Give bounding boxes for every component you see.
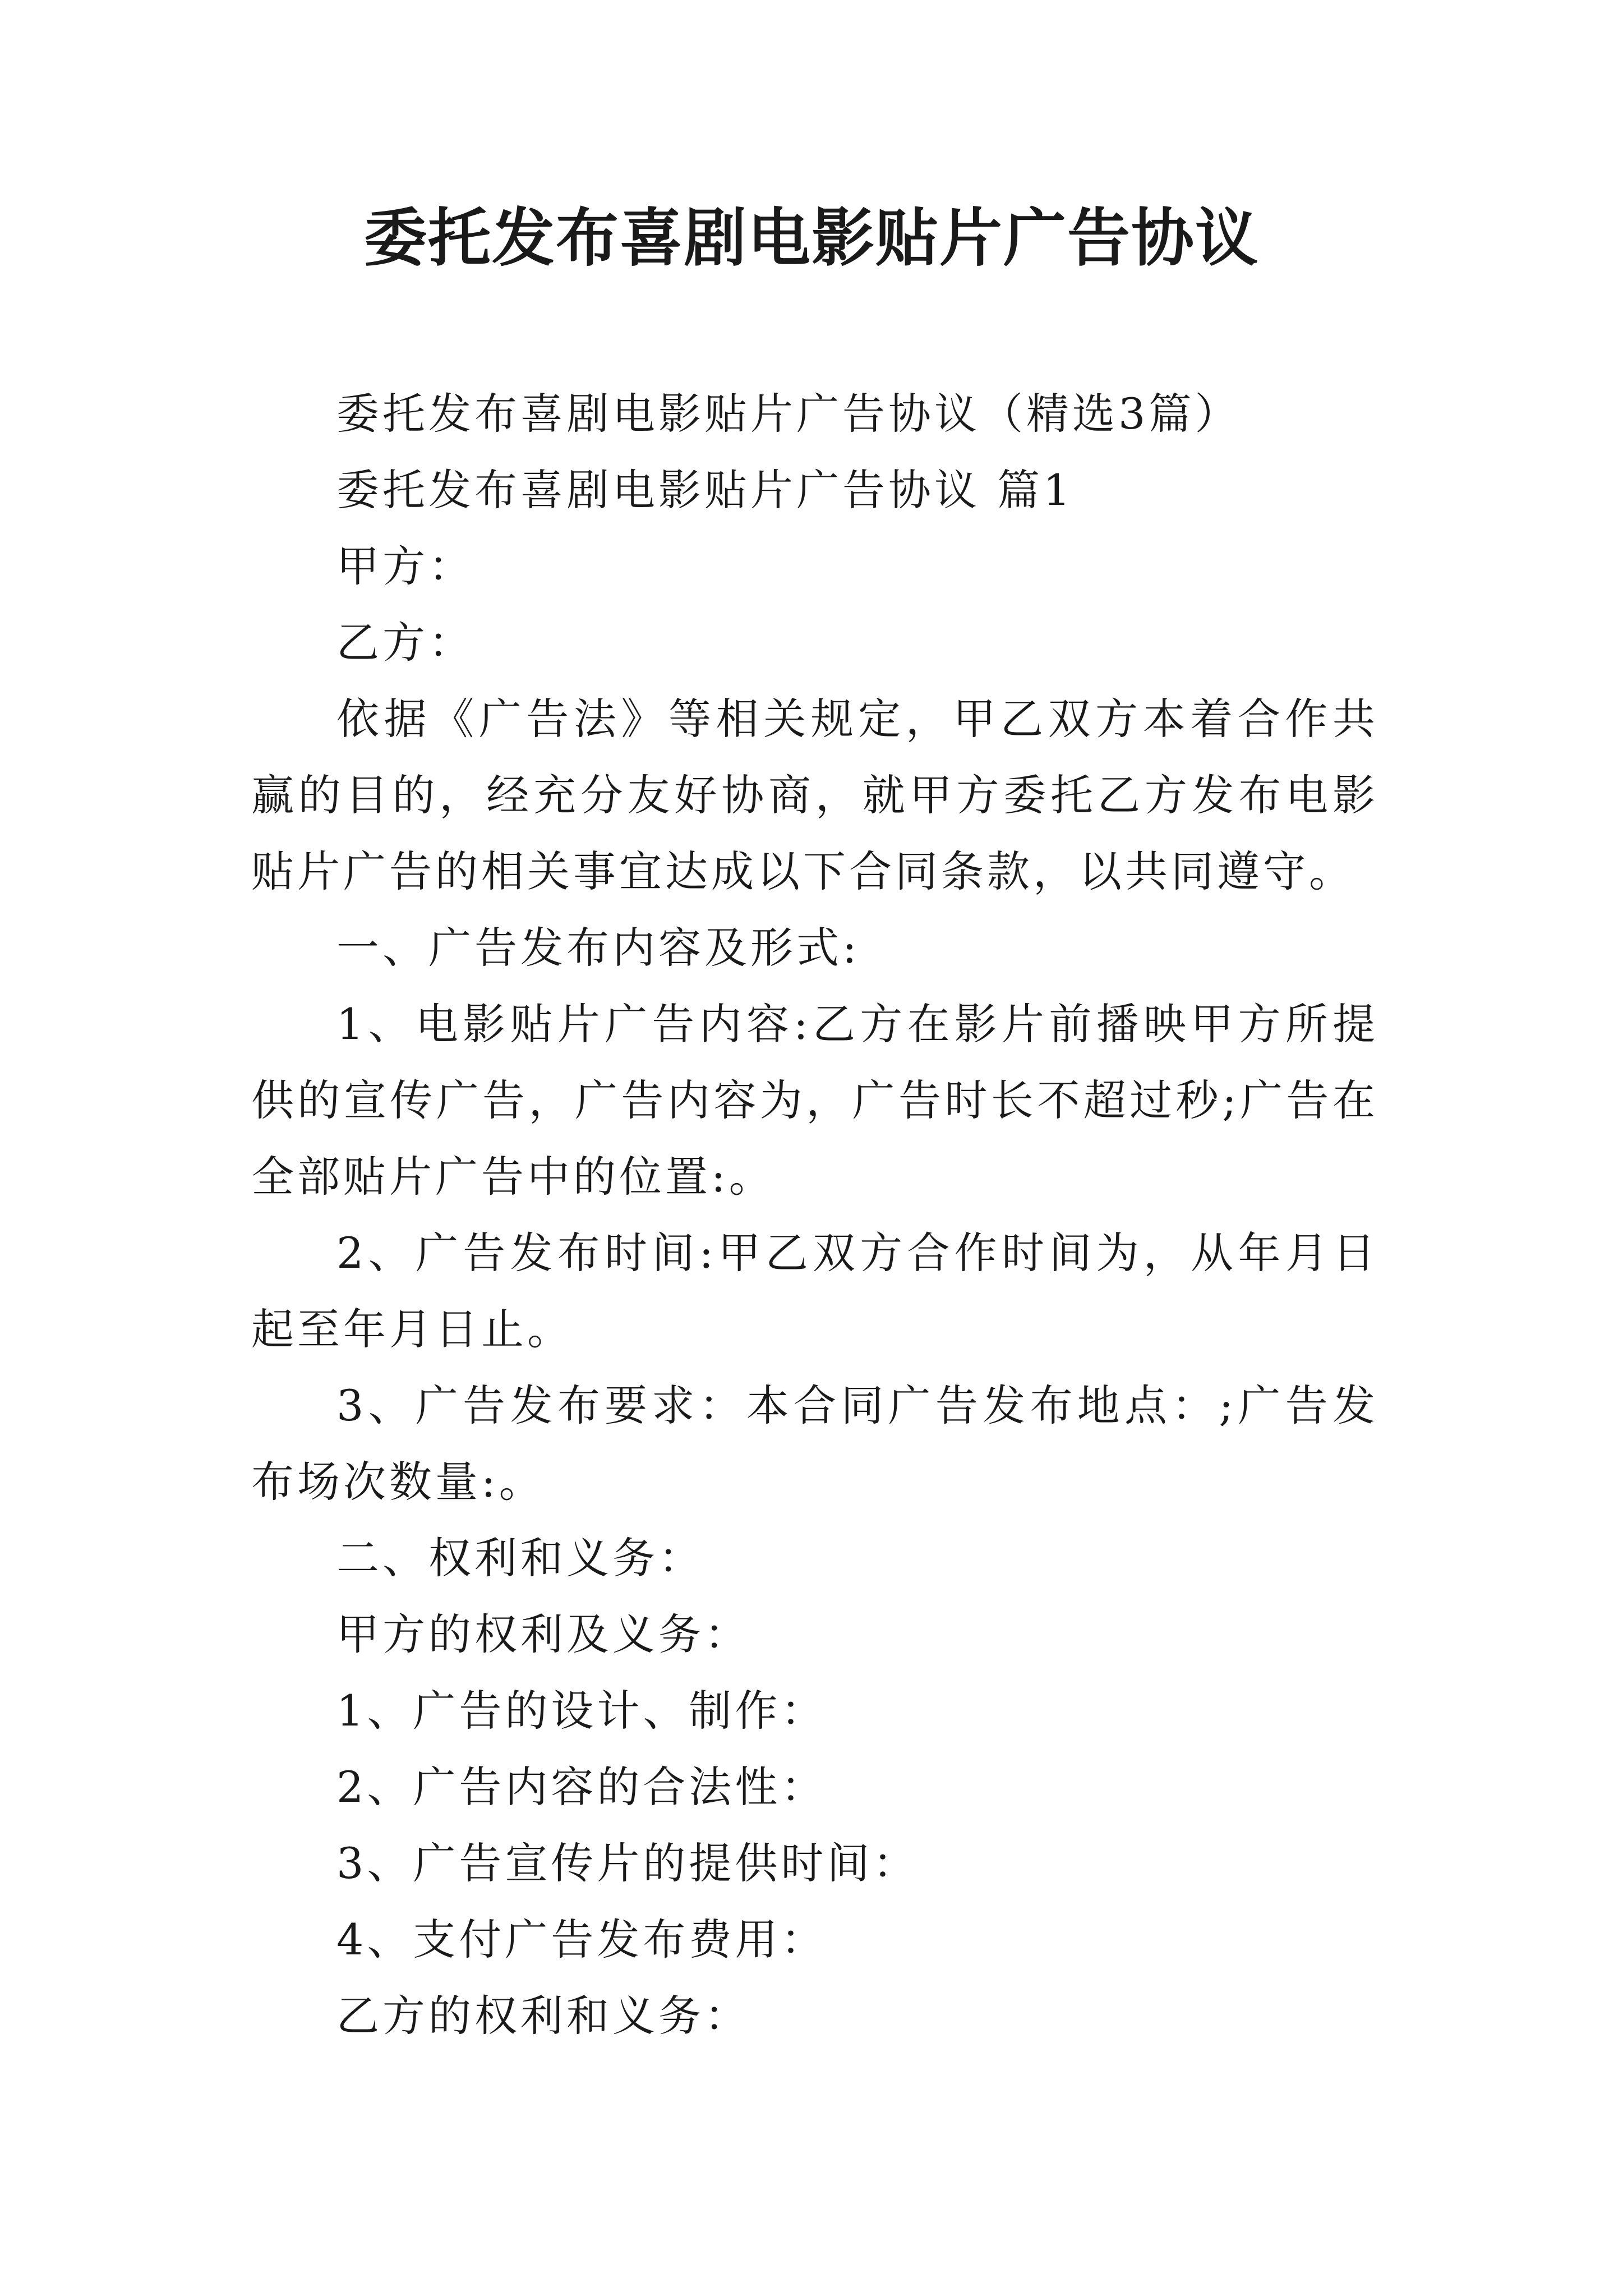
paragraph-clause-2-heading: 二、权利和义务：	[336, 1533, 704, 1583]
paragraph-party-a-item-2: 2、广告内容的合法性：	[336, 1762, 827, 1812]
paragraph-clause-1-heading: 一、广告发布内容及形式:	[336, 923, 860, 973]
paragraph-party-a-item-4: 4、支付广告发布费用：	[336, 1915, 827, 1964]
paragraph-section-heading: 委托发布喜剧电影贴片广告协议 篇1	[336, 465, 1074, 515]
paragraph-party-b: 乙方：	[336, 618, 474, 668]
document-body	[251, 376, 1378, 2054]
paragraph-party-b-rights: 乙方的权利和义务：	[336, 1991, 750, 2041]
paragraph-clause-1-1: 1、电影贴片广告内容:乙方在影片前播映甲方所提供的宣传广告，广告内容为，广告时长不超过秒;广告在全部贴片广告中的位置:。	[251, 999, 1378, 1202]
document-title: 委托发布喜剧电影贴片广告协议	[364, 201, 1259, 275]
paragraph-subtitle: 委托发布喜剧电影贴片广告协议（精选3篇）	[336, 389, 1241, 439]
paragraph-party-a: 甲方：	[336, 541, 474, 591]
paragraph-party-a-item-3: 3、广告宣传片的提供时间：	[336, 1838, 919, 1888]
paragraph-party-a-item-1: 1、广告的设计、制作：	[336, 1686, 827, 1736]
paragraph-clause-1-3: 3、广告发布要求：本合同广告发布地点：;广告发布场次数量:。	[251, 1381, 1378, 1507]
paragraph-clause-1-2: 2、广告发布时间:甲乙双方合作时间为，从年月日起至年月日止。	[251, 1228, 1378, 1354]
paragraph-preamble: 依据《广告法》等相关规定，甲乙双方本着合作共赢的目的，经充分友好协商，就甲方委托乙方发布电影贴片广告的相关事宜达成以下合同条款，以共同遵守。	[251, 694, 1378, 896]
paragraph-party-a-rights: 甲方的权利及义务：	[336, 1609, 750, 1659]
